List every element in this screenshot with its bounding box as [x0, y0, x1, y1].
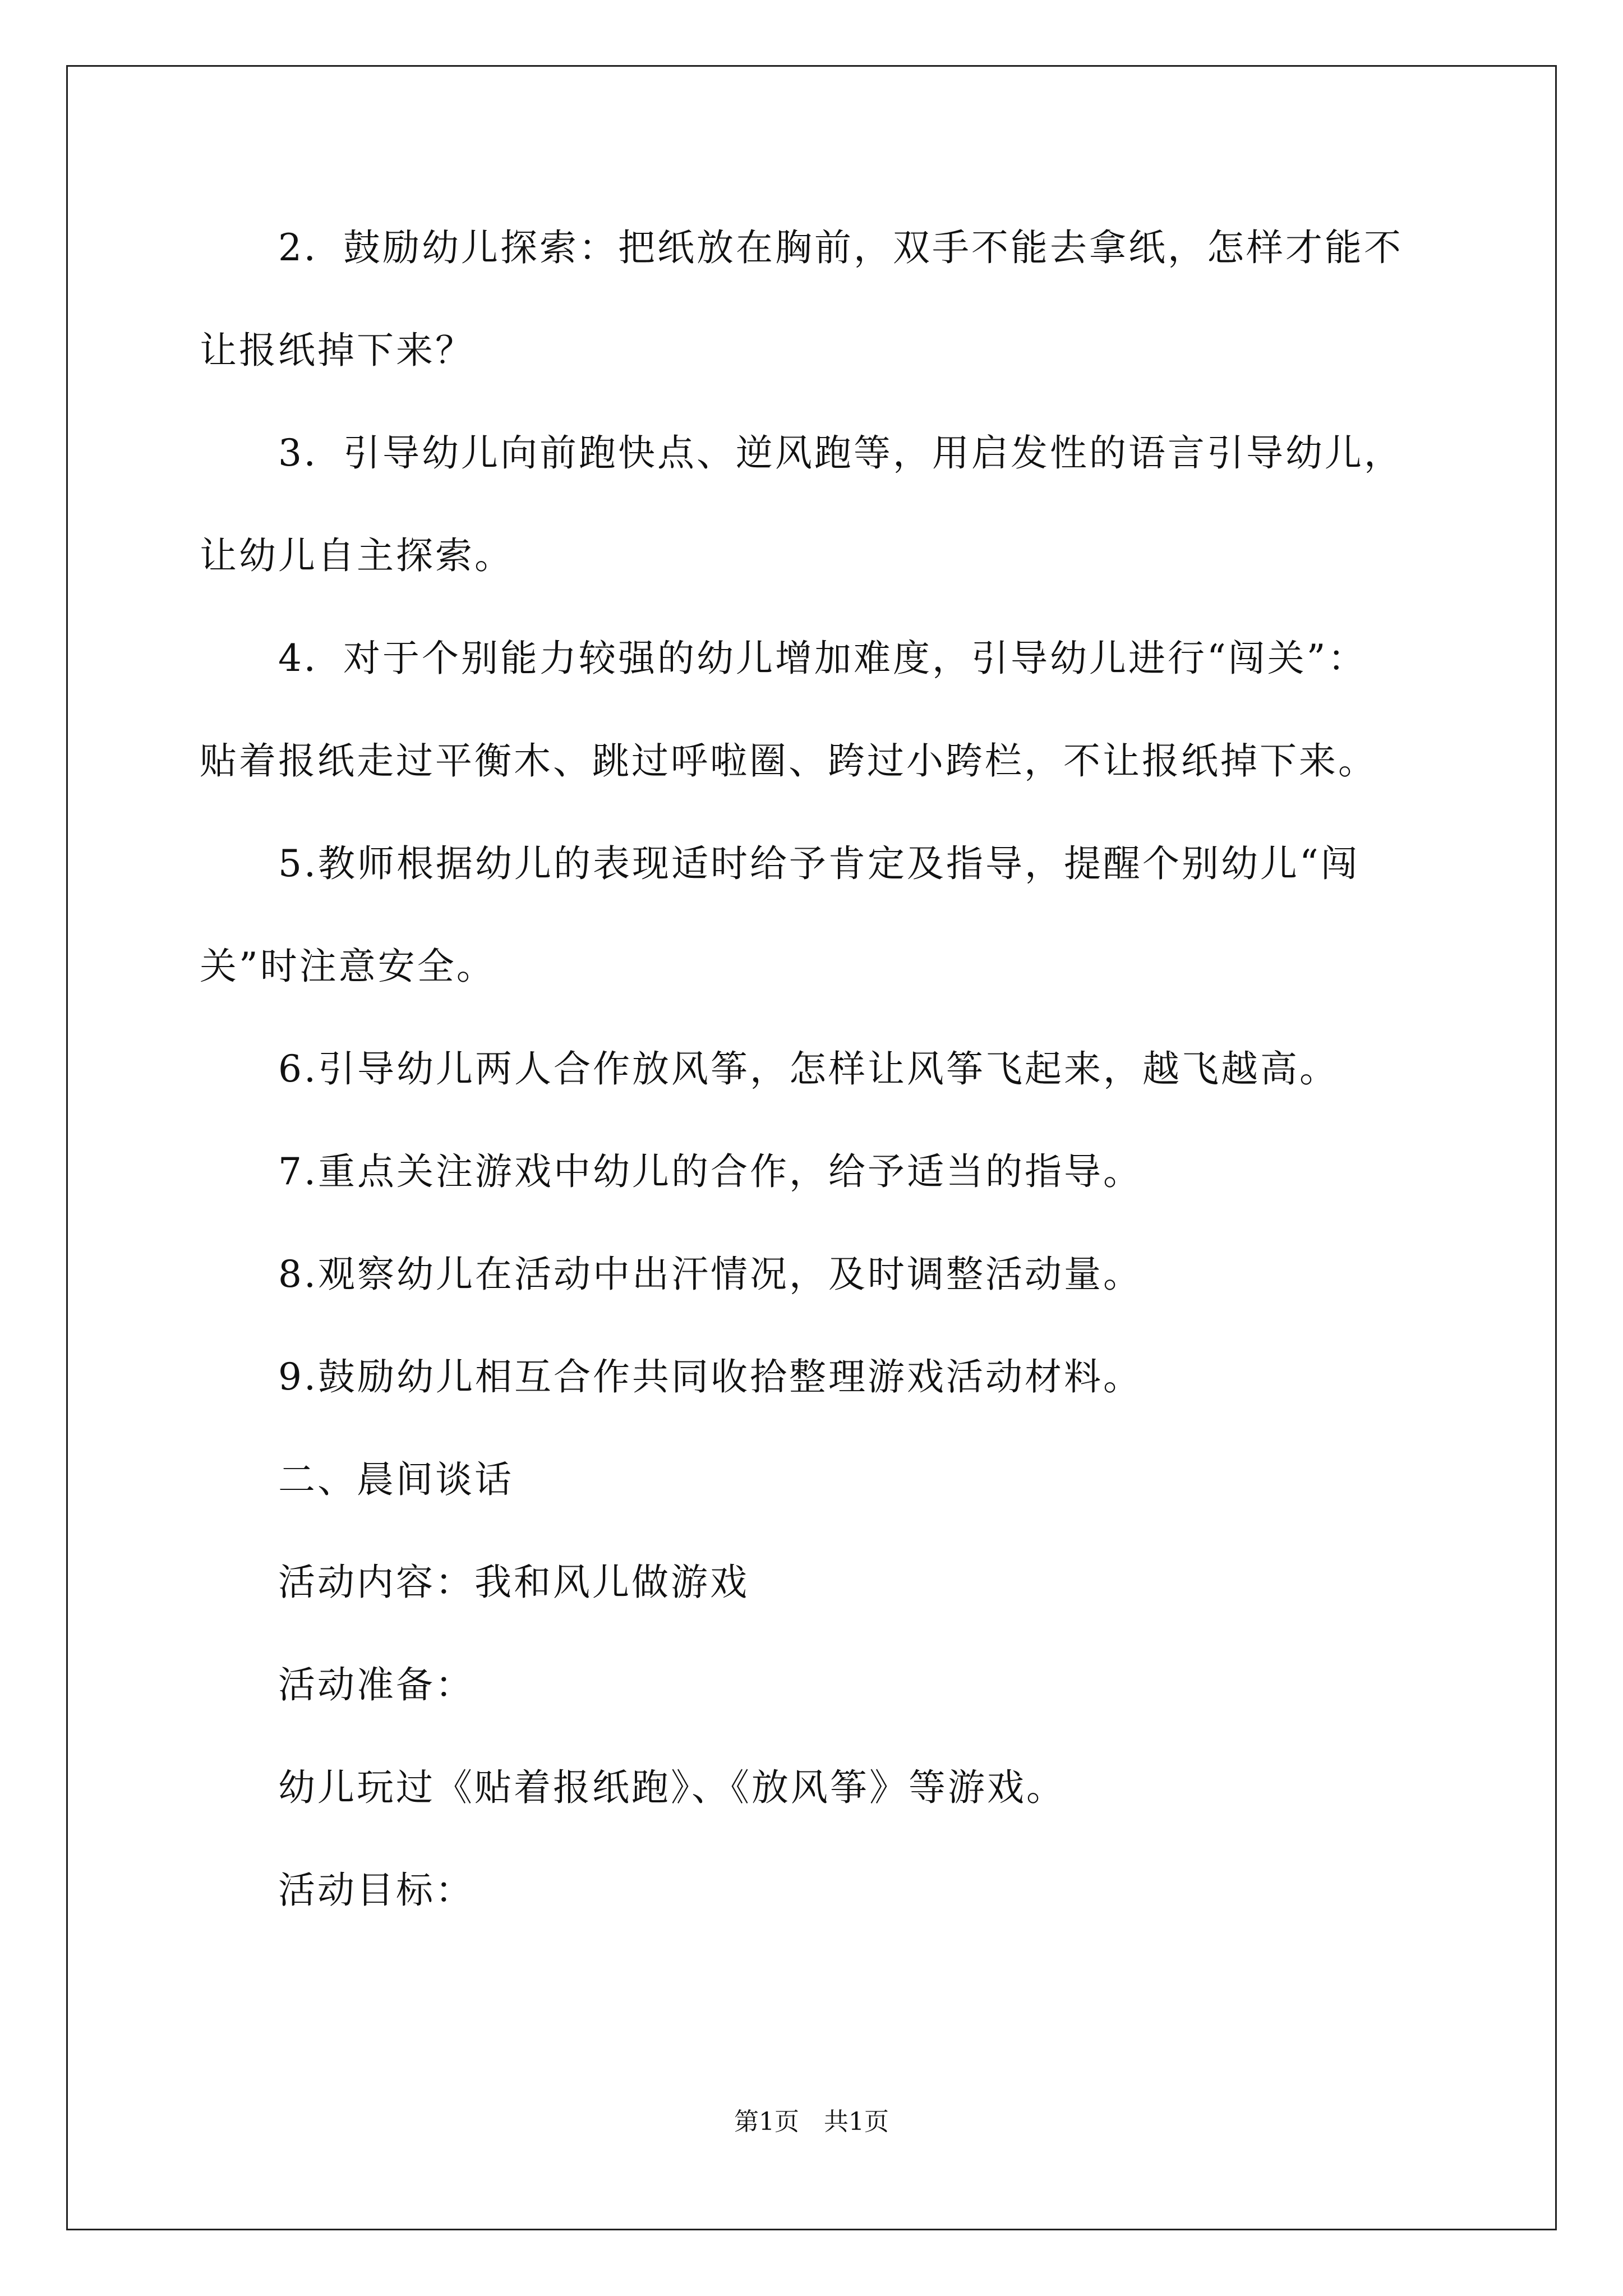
paragraph-line: 让报纸掉下来？: [200, 329, 474, 372]
paragraph-line: 6.引导幼儿两人合作放风筝，怎样让风筝飞起来，越飞越高。: [278, 1047, 1339, 1091]
paragraph-line: 9.鼓励幼儿相互合作共同收拾整理游戏活动材料。: [278, 1355, 1142, 1398]
page-footer: 第1页 共1页: [734, 2108, 889, 2136]
paragraph-line: 8.观察幼儿在活动中出汗情况，及时调整活动量。: [278, 1253, 1142, 1296]
paragraph-line: 7.重点关注游戏中幼儿的合作，给予适当的指导。: [278, 1150, 1142, 1193]
paragraph-line: 让幼儿自主探索。: [200, 534, 514, 577]
activity-prep-label: 活动准备：: [278, 1663, 474, 1706]
paragraph-line: 关”时注意安全。: [200, 945, 496, 988]
paragraph-line: 2．鼓励幼儿探索：把纸放在胸前，双手不能去拿纸，怎样才能不: [278, 226, 1403, 269]
paragraph-line: 贴着报纸走过平衡木、跳过呼啦圈、跨过小跨栏，不让报纸掉下来。: [200, 739, 1377, 783]
activity-goal-label: 活动目标：: [278, 1869, 474, 1912]
paragraph-line: 3．引导幼儿向前跑快点、逆风跑等，用启发性的语言引导幼儿，: [278, 431, 1403, 475]
activity-content-line: 活动内容：我和风儿做游戏: [278, 1561, 749, 1604]
activity-prep-text: 幼儿玩过《贴着报纸跑》、《放风筝》等游戏。: [278, 1766, 1066, 1809]
paragraph-line: 5.教师根据幼儿的表现适时给予肯定及指导，提醒个别幼儿“闯: [278, 842, 1360, 885]
section-heading: 二、晨间谈话: [278, 1458, 514, 1501]
paragraph-line: 4．对于个别能力较强的幼儿增加难度，引导幼儿进行“闯关”：: [278, 637, 1367, 680]
